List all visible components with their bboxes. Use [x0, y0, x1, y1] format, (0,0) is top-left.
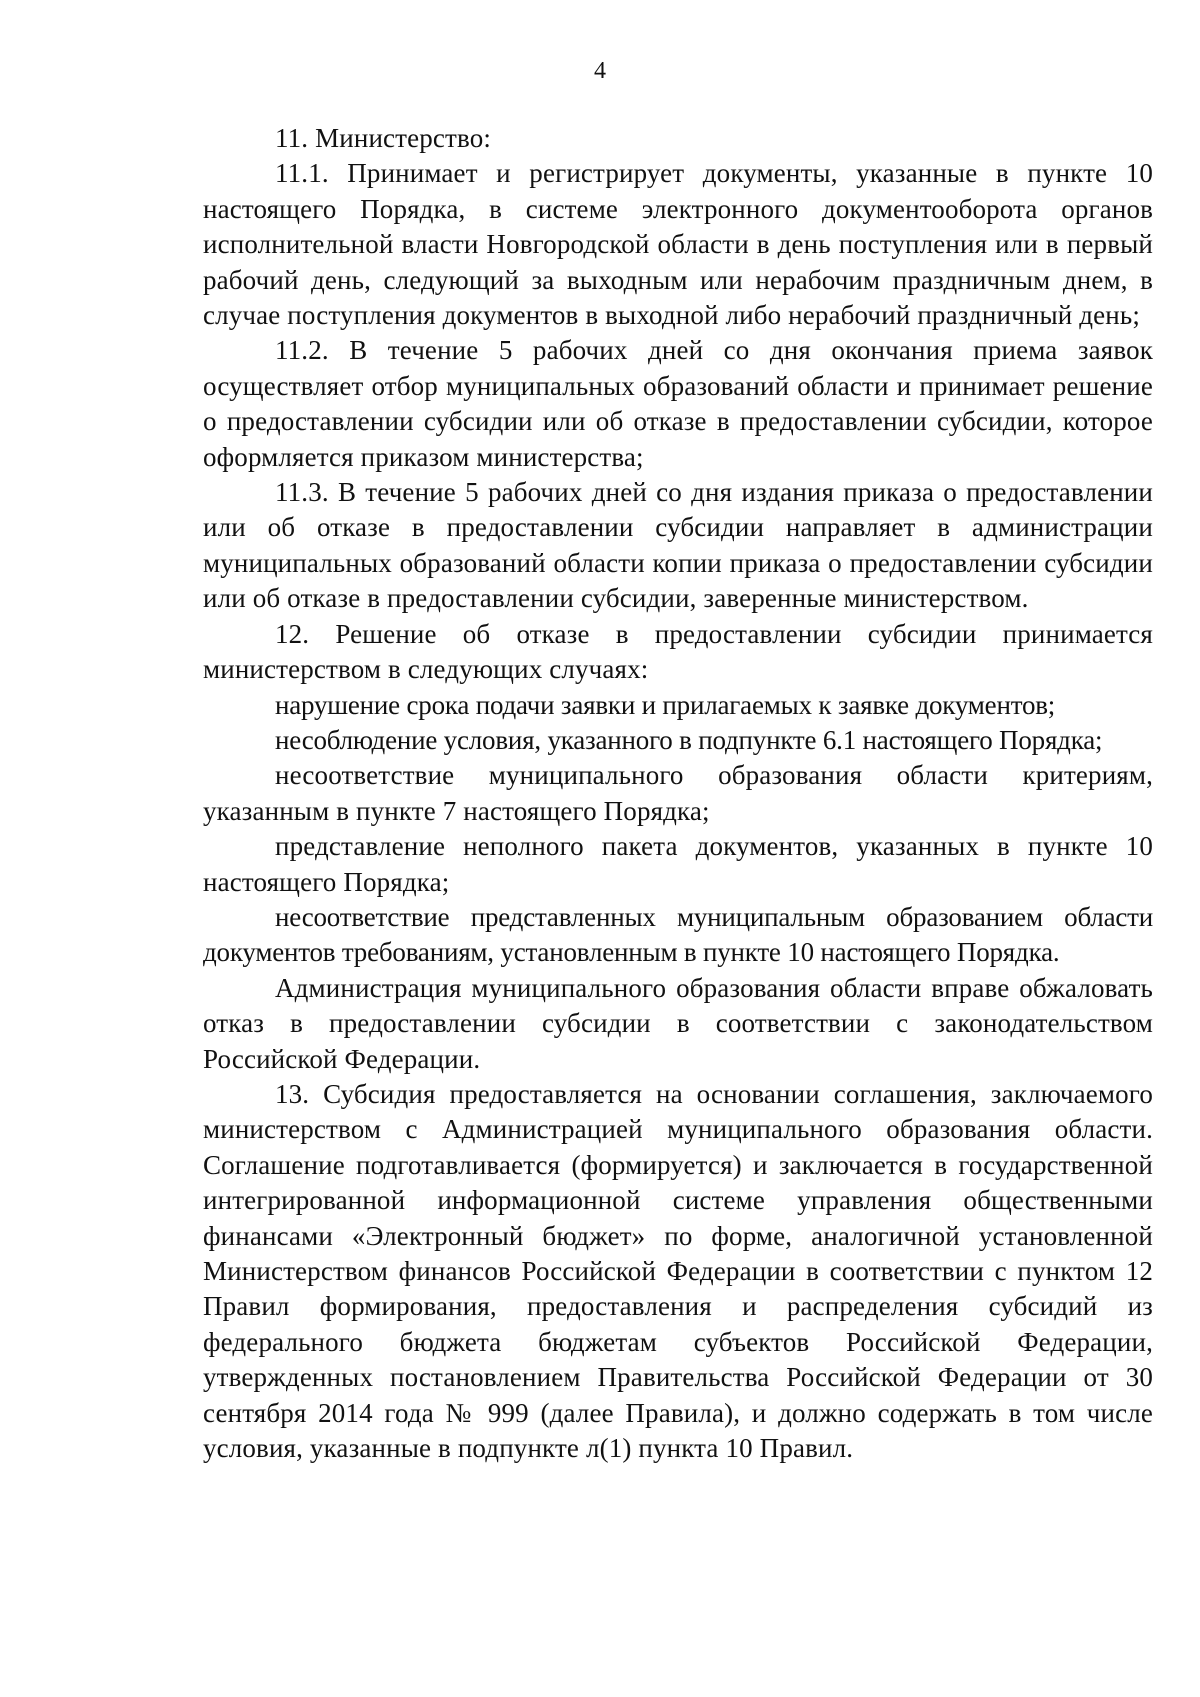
paragraph-11-2: 11.2. В течение 5 рабочих дней со дня окончания приема заявок осуществляет отбор муниципальных образований области и принимает решение о предоставлении субсидии или об отказе в предоставлении субсидии, которое оформляется приказом министерства; [203, 335, 1153, 472]
page-number: 4 [594, 58, 606, 84]
paragraph-11-1: 11.1. Принимает и регистрирует документы, указанные в пункте 10 настоящего Порядка, в системе электронного документооборота органов исполнительной власти Новгородской области в день поступления или в первый рабочий день, следующий за выходным или нерабочим праздничным днем, в случае поступления документов в выходной либо нерабочий праздничный день; [203, 158, 1153, 331]
paragraph-appeal: Администрация муниципального образования области вправе обжаловать отказ в предоставлении субсидии в соответствии с законодательством Российской Федерации. [203, 972, 1153, 1074]
refusal-reason-incomplete: представление неполного пакета документов, указанных в пункте 10 настоящего Порядка; [203, 831, 1153, 897]
paragraph-11: 11. Министерство: [275, 123, 492, 153]
refusal-reason-criteria: несоответствие муниципального образования области критериям, указанным в пункте 7 настоящего Порядка; [203, 760, 1153, 826]
paragraph-11-3: 11.3. В течение 5 рабочих дней со дня издания приказа о предоставлении или об отказе в предоставлении субсидии направляет в администрации муниципальных образований области копии приказа о предоставлении субсидии или об отказе в предоставлении субсидии, заверенные министерством. [203, 477, 1153, 614]
refusal-reason-deadline: нарушение срока подачи заявки и прилагаемых к заявке документов; [275, 689, 1056, 720]
refusal-reason-requirements: несоответствие представленных муниципальным образованием области документов требованиям, установленным в пункте 10 настоящего Порядка. [203, 901, 1153, 968]
paragraph-13: 13. Субсидия предоставляется на основании соглашения, заключаемого министерством с Администрацией муниципального образования области. Соглашение подготавливается (формируется) и заключается в государственной интегрированной информационной системе управления общественными финансами «Электронный бюджет» по форме, аналогичной установленной Министерством финансов Российской Федерации в соответствии с пунктом 12 Правил формирования, предоставления и распределения субсидий из федерального бюджета бюджетам субъектов Российской Федерации, утвержденных постановлением Правительства Российской Федерации от 30 сентября 2014 года № 999 (далее Правила), и должно содержать в том числе условия, указанные в подпункте л(1) пункта 10 Правил. [203, 1078, 1153, 1464]
refusal-reason-condition: несоблюдение условия, указанного в подпункте 6.1 настоящего Порядка; [275, 724, 1103, 755]
paragraph-12: 12. Решение об отказе в предоставлении субсидии принимается министерством в следующих случаях: [203, 618, 1153, 685]
document-body [203, 121, 1153, 1466]
